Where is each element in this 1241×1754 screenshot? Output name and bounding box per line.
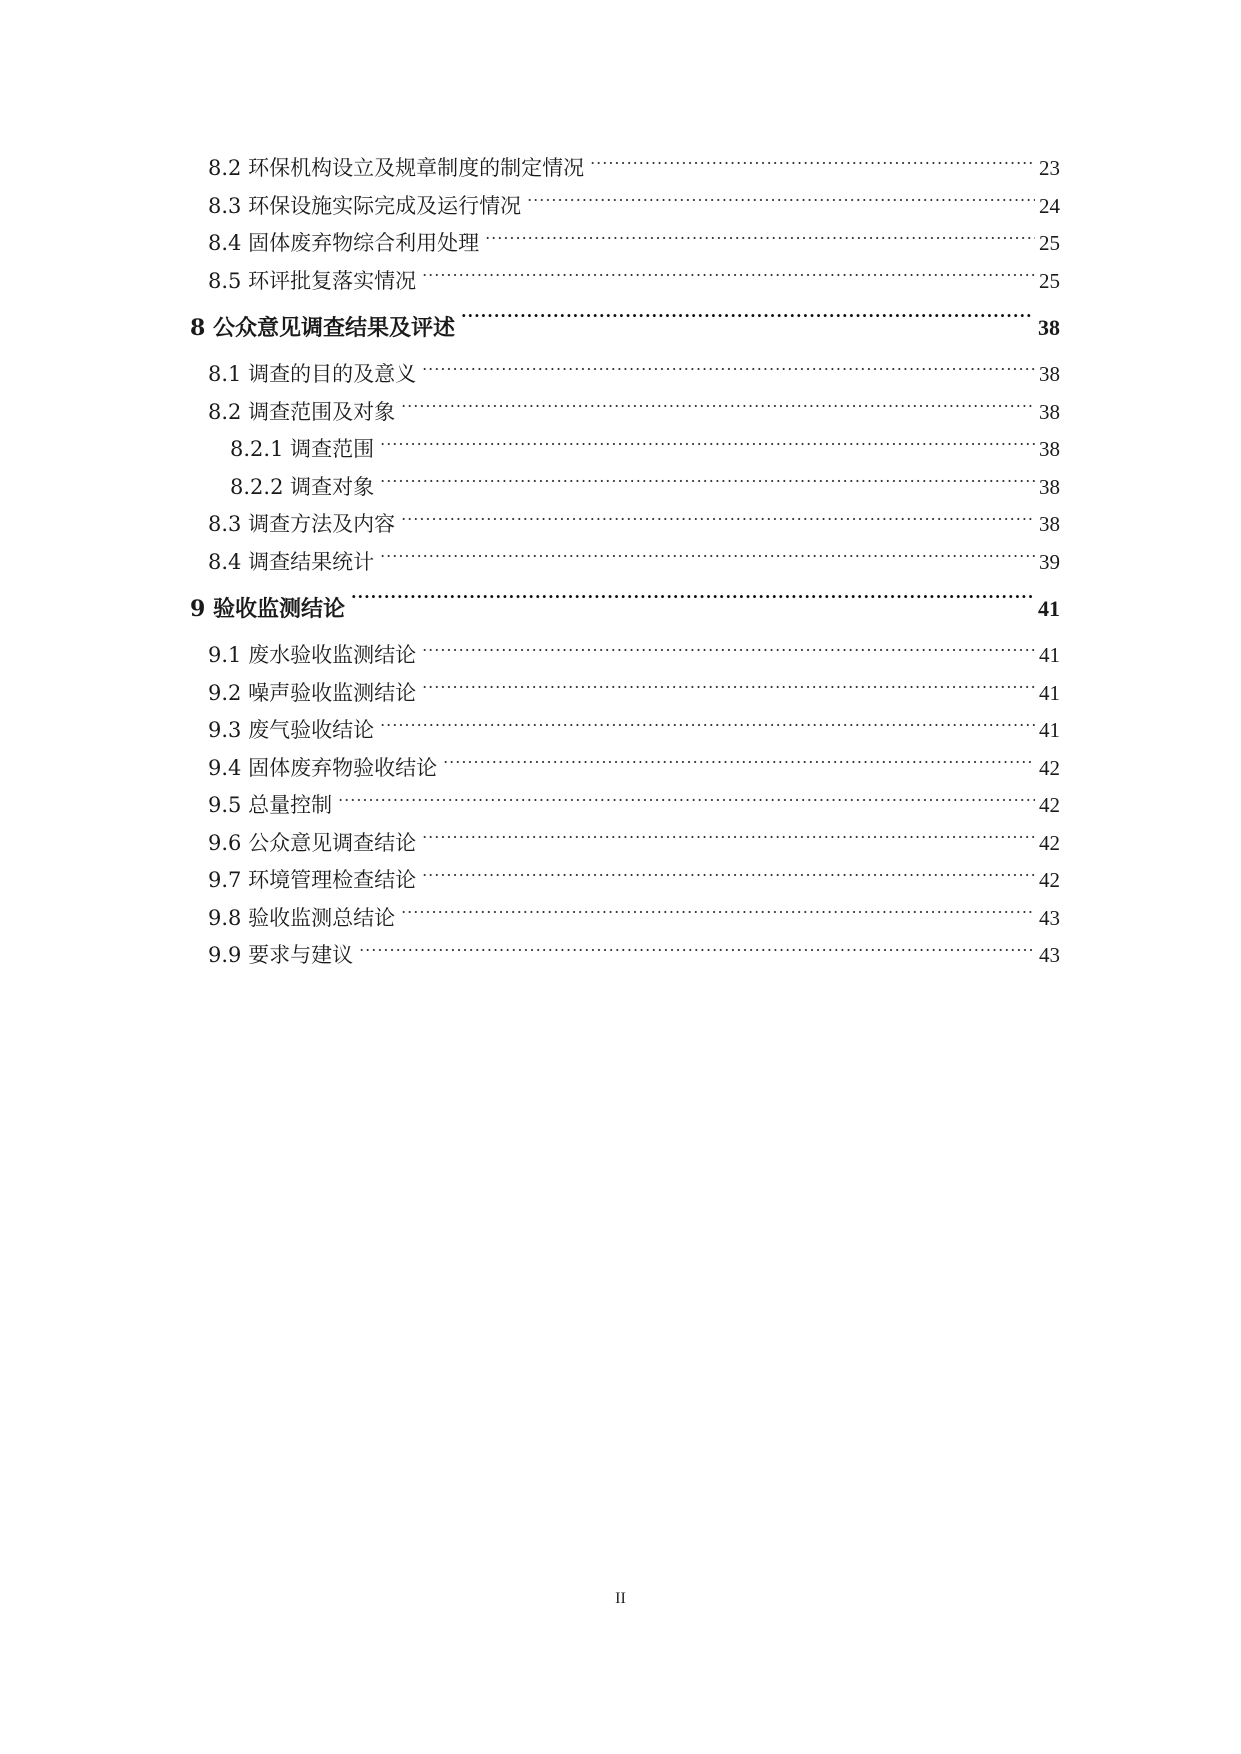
toc-dot-leader <box>590 154 1035 175</box>
toc-dot-leader <box>401 510 1035 531</box>
toc-entry-title: 9.9 要求与建议 <box>208 943 354 967</box>
toc-entry-page: 43 <box>1039 905 1060 930</box>
toc-entry-title: 9.5 总量控制 <box>208 793 333 817</box>
toc-dot-leader <box>527 192 1035 213</box>
toc-entry[interactable] <box>190 225 1060 263</box>
toc-chapter-page: 38 <box>1038 315 1060 340</box>
toc-entry-page: 38 <box>1039 399 1060 424</box>
toc-subentry-title: 8.2.2 调查对象 <box>230 474 375 499</box>
toc-entry-page: 41 <box>1039 680 1060 705</box>
toc-dot-leader <box>485 229 1035 250</box>
toc-subentry-page: 38 <box>1039 474 1060 499</box>
toc-subentry-title: 8.2.1 调查范围 <box>230 437 375 461</box>
toc-entry-title: 8.1 调查的目的及意义 <box>208 362 417 386</box>
toc-entry[interactable] <box>190 188 1060 226</box>
toc-chapter-entry[interactable] <box>190 584 1060 634</box>
toc-entry-title: 9.1 废水验收监测结论 <box>208 643 417 667</box>
toc-dot-leader <box>401 904 1035 925</box>
toc-entry[interactable] <box>190 937 1060 975</box>
toc-entry-title: 9.7 环境管理检查结论 <box>208 868 417 892</box>
toc-chapter-page: 41 <box>1038 596 1060 621</box>
toc-dot-leader <box>422 641 1035 662</box>
toc-dot-leader <box>351 594 1034 616</box>
toc-entry-title: 8.5 环评批复落实情况 <box>208 268 417 293</box>
toc-entry-page: 43 <box>1039 943 1060 967</box>
toc-entry-page: 38 <box>1039 512 1060 536</box>
toc-dot-leader <box>359 941 1035 962</box>
toc-entry-page: 38 <box>1039 362 1060 386</box>
toc-entry-page: 42 <box>1039 755 1060 780</box>
toc-entry-page: 42 <box>1039 793 1060 817</box>
toc-entry-page: 41 <box>1039 643 1060 667</box>
toc-dot-leader <box>338 791 1035 812</box>
toc-entry-title: 8.2 调查范围及对象 <box>208 399 396 424</box>
toc-dot-leader <box>380 716 1035 737</box>
toc-entry-title: 8.3 环保设施实际完成及运行情况 <box>208 193 522 218</box>
toc-entry[interactable] <box>190 506 1060 544</box>
toc-subentry-page: 38 <box>1039 437 1060 461</box>
toc-entry[interactable] <box>190 712 1060 750</box>
toc-entry-title: 9.3 废气验收结论 <box>208 718 375 742</box>
table-of-contents <box>190 150 1060 975</box>
toc-entry[interactable] <box>190 544 1060 582</box>
toc-entry[interactable] <box>190 750 1060 788</box>
toc-dot-leader <box>380 473 1035 494</box>
toc-entry[interactable] <box>190 825 1060 863</box>
toc-dot-leader <box>422 360 1035 381</box>
toc-subentry[interactable] <box>190 431 1060 469</box>
toc-entry-page: 25 <box>1039 268 1060 293</box>
toc-dot-leader <box>422 829 1035 850</box>
toc-entry[interactable] <box>190 263 1060 301</box>
toc-dot-leader <box>422 267 1035 288</box>
toc-entry-page: 25 <box>1039 231 1060 255</box>
toc-entry[interactable] <box>190 900 1060 938</box>
toc-entry[interactable] <box>190 862 1060 900</box>
toc-entry-page: 41 <box>1039 718 1060 742</box>
toc-entry-title: 8.2 环保机构设立及规章制度的制定情况 <box>208 156 585 180</box>
toc-dot-leader <box>422 866 1035 887</box>
toc-entry-title: 9.2 噪声验收监测结论 <box>208 680 417 705</box>
toc-entry-title: 8.4 调查结果统计 <box>208 549 375 574</box>
toc-entry[interactable] <box>190 356 1060 394</box>
toc-entry-page: 24 <box>1039 193 1060 218</box>
toc-entry[interactable] <box>190 675 1060 713</box>
toc-dot-leader <box>461 313 1034 335</box>
toc-entry-title: 8.3 调查方法及内容 <box>208 512 396 536</box>
toc-chapter-title: 9 验收监测结论 <box>190 596 345 622</box>
toc-dot-leader <box>380 435 1035 456</box>
toc-entry-title: 9.6 公众意见调查结论 <box>208 830 417 855</box>
toc-dot-leader <box>422 679 1035 700</box>
toc-dot-leader <box>401 398 1035 419</box>
toc-entry-title: 8.4 固体废弃物综合利用处理 <box>208 231 480 255</box>
toc-entry[interactable] <box>190 637 1060 675</box>
toc-chapter-title: 8 公众意见调查结果及评述 <box>190 315 455 341</box>
toc-entry-page: 42 <box>1039 868 1060 892</box>
toc-dot-leader <box>443 754 1035 775</box>
toc-entry-title: 9.4 固体废弃物验收结论 <box>208 755 438 780</box>
toc-entry-page: 23 <box>1039 156 1060 180</box>
toc-entry-title: 9.8 验收监测总结论 <box>208 905 396 930</box>
toc-subentry[interactable] <box>190 469 1060 507</box>
toc-chapter-entry[interactable] <box>190 303 1060 353</box>
toc-entry-page: 39 <box>1039 549 1060 574</box>
toc-entry[interactable] <box>190 150 1060 188</box>
page-footer <box>0 1590 1241 1608</box>
page-number: II <box>615 1590 626 1607</box>
toc-dot-leader <box>380 548 1035 569</box>
toc-entry[interactable] <box>190 787 1060 825</box>
toc-entry[interactable] <box>190 394 1060 432</box>
toc-entry-page: 42 <box>1039 830 1060 855</box>
